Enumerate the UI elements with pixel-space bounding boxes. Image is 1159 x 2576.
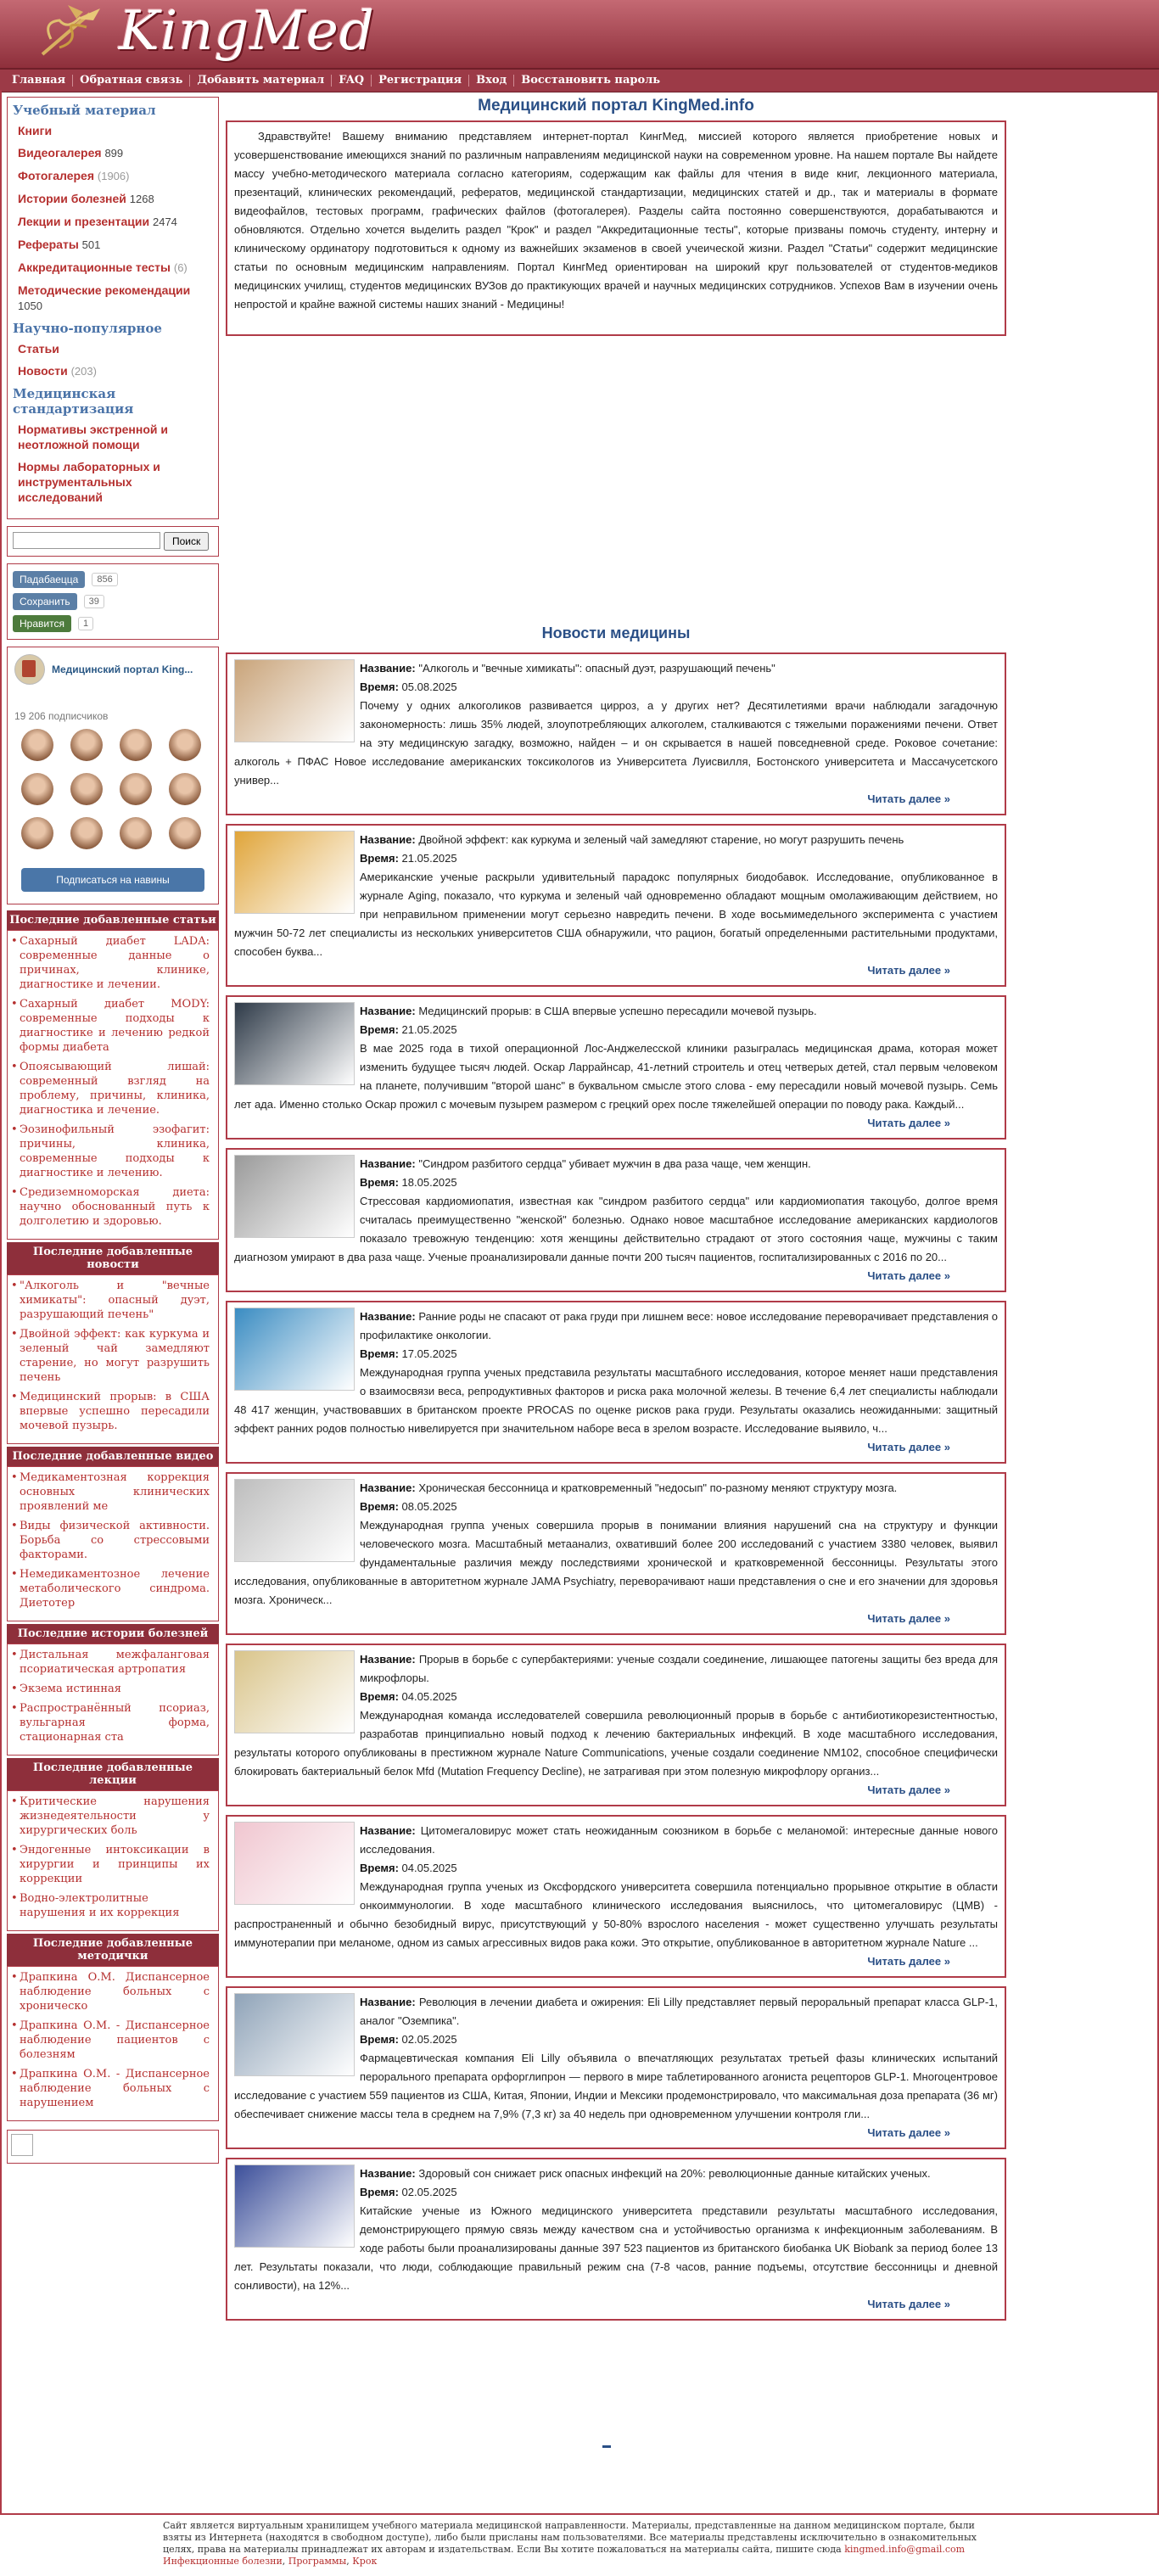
news-date: 02.05.2025 xyxy=(401,2186,457,2198)
category-count: (203) xyxy=(70,365,97,378)
read-more-link[interactable]: Читать далее » xyxy=(867,792,950,805)
footer-link-programs[interactable]: Программы xyxy=(288,2556,347,2567)
news-item xyxy=(226,1986,1006,2149)
category-item xyxy=(18,363,213,379)
site-logo[interactable]: KingMed xyxy=(119,0,375,63)
news-title[interactable]: Здоровый сон снижает риск опасных инфекций на 20%: революционные данные китайских ученых. xyxy=(418,2167,931,2180)
counter-widget xyxy=(7,2130,219,2164)
side-block-link[interactable]: • Эозинофильный эзофагит: причины, клиника, современные подходы к диагностике и лечению. xyxy=(20,1123,210,1180)
news-date: 18.05.2025 xyxy=(401,1176,457,1189)
news-item xyxy=(226,1472,1006,1635)
category-link[interactable]: Методические рекомендации xyxy=(18,283,191,297)
category-item xyxy=(18,283,213,314)
footer-link-infections[interactable]: Инфекционные болезни xyxy=(163,2556,283,2567)
news-title[interactable]: Ранние роды не спасают от рака груди при лишнем весе: новое исследование переворачивает представления о профилактике онкологии. xyxy=(360,1310,998,1341)
news-item xyxy=(226,995,1006,1140)
news-thumbnail[interactable] xyxy=(234,1479,355,1562)
pagination-dash xyxy=(602,2445,611,2448)
side-block-link[interactable]: • Сахарный диабет MODY: современные подходы к диагностике и лечению редкой формы диабета xyxy=(20,997,210,1055)
category-count: 1050 xyxy=(18,300,42,312)
page-title: Медицинский портал KingMed.info xyxy=(478,97,754,115)
news-excerpt: В мае 2025 года в тихой операционной Лос-Анджелесской клиники разыгралась медицинская драма, которая может изменить будущее тысяч людей. Оскар Ларрайнсар, 41-летний строитель и отец четверых детей, стал первым человеком на планете, получившим "второй шанс" в буквальном смысле этого слова - ему пересадили новый мочевой пузырь. Семь лет ада. Именно столько Оскар прожил с мочевым пузырем размером с грецкий орех после тяжелейшей операции по поводу рака. Каждый... xyxy=(234,1042,998,1111)
name-label: Название: xyxy=(360,1996,416,2008)
news-date: 05.08.2025 xyxy=(401,680,457,693)
category-item xyxy=(18,168,213,184)
category-heading: Научно-популярное xyxy=(13,321,162,336)
nav-faq[interactable]: FAQ xyxy=(332,75,372,87)
main-content xyxy=(226,93,1006,2329)
name-label: Название: xyxy=(360,1653,416,1666)
read-more-link[interactable]: Читать далее » xyxy=(867,1269,950,1282)
news-excerpt: Международная группа ученых совершила прорыв в понимании влияния нарушений сна на структуру и функции человеческого мозга. Масштабный метаанализ, охвативший более 200 исследований с участием 3380 человек, выявил фундаментальные различия между последствиями хронической и кратковременной бессонницы. Результаты этого исследования, опубликованные в авторитетном журнале JAMA Psychiatry, переворачивают наши представления о сне и его значении для здоровья мозга. Хроническ... xyxy=(234,1519,998,1606)
side-block-link[interactable]: • Драпкина О.М. - Диспансерное наблюдение больных с нарушением xyxy=(20,2067,210,2110)
category-link[interactable]: Новости xyxy=(18,364,68,378)
news-thumbnail[interactable] xyxy=(234,1650,355,1733)
news-excerpt: Международная команда исследователей совершила революционный прорыв в борьбе с антибиотикорезистентностью, разработав принципиально новый подход к лечению бактериальных инфекций. В ходе масштабного исследования, результаты которого опубликованы в престижном журнале Nature Communications, ученые создали соединение NM102, способное специфически блокировать бактериальный белок Mfd (Mutation Frequency Decline), не затрагивая при этом полезную микрофлору организ... xyxy=(234,1709,998,1778)
member-avatar[interactable] xyxy=(169,729,201,761)
side-block-link[interactable]: • Драпкина О.М. - Диспансерное наблюдение пациентов с болезням xyxy=(20,2019,210,2062)
member-avatar[interactable] xyxy=(70,773,103,805)
read-more-link[interactable]: Читать далее » xyxy=(867,1955,950,1968)
news-date: 08.05.2025 xyxy=(401,1500,457,1513)
name-label: Название: xyxy=(360,1157,416,1170)
read-more-link[interactable]: Читать далее » xyxy=(867,964,950,977)
nav-home[interactable]: Главная xyxy=(5,75,73,87)
news-list xyxy=(226,652,1006,2321)
like-button[interactable]: Нравится xyxy=(13,615,71,632)
name-label: Название: xyxy=(360,1481,416,1494)
member-avatar[interactable] xyxy=(21,729,53,761)
read-more-link[interactable]: Читать далее » xyxy=(867,2298,950,2310)
side-block-link[interactable]: • Водно-электролитные нарушения и их коррекция xyxy=(20,1891,210,1920)
news-date: 02.05.2025 xyxy=(401,2033,457,2046)
news-item xyxy=(226,1644,1006,1806)
category-link[interactable]: Лекции и презентации xyxy=(18,215,150,228)
news-title[interactable]: Цитомегаловирус может стать неожиданным союзником в борьбе с меланомой: интересные данные нового исследования. xyxy=(360,1824,998,1856)
news-title[interactable]: Хроническая бессонница и кратковременный "недосып" по-разному меняют структуру мозга. xyxy=(418,1481,898,1494)
vk-widget xyxy=(7,647,219,904)
category-link[interactable]: Аккредитационные тесты xyxy=(18,260,171,274)
category-count: 2474 xyxy=(152,216,177,228)
news-excerpt: Международная группа ученых представила результаты масштабного исследования, которое меняет наши представления о взаимосвязи веса, репродуктивных факторов и риска рака молочной железы. В течение 6,4 лет специалисты наблюдали 48 417 женщин, участвовавших в британском проекте PROCAS по оценке рисков рака груди. Результаты оказались неожиданными: защитный эффект ранних родов полностью нивелируется при значительном наборе веса в зрелом возрасте. Исследование выявило, ч... xyxy=(234,1366,998,1435)
side-block-link[interactable]: • Критические нарушения жизнедеятельности у хирургических боль xyxy=(20,1795,210,1838)
category-count: 1268 xyxy=(129,193,154,205)
category-item xyxy=(18,145,213,161)
sidebar xyxy=(7,97,219,2164)
name-label: Название: xyxy=(360,1824,416,1837)
news-item xyxy=(226,652,1006,815)
news-date: 17.05.2025 xyxy=(401,1347,457,1360)
save-count: 39 xyxy=(84,595,104,608)
category-count: (6) xyxy=(173,261,188,274)
news-excerpt: Почему у одних алкоголиков развивается цирроз, а у других нет? Десятилетиями врачи наблюдали загадочную закономерность: лишь 35% людей, злоупотребляющих алкоголем, сталкиваются с тяжелыми поражениями печени. Ответ на эту медицинскую загадку, возможно, найден – и он скрывается в нашей повседневной среде. Роковое сочетание: алкоголь + ПФАС Новое исследование американских токсикологов из Университета Луисвилля, Бостонского университета и Массачусетского универ... xyxy=(234,699,998,787)
news-thumbnail[interactable] xyxy=(234,1308,355,1391)
news-item xyxy=(226,2158,1006,2321)
read-more-link[interactable]: Читать далее » xyxy=(867,1612,950,1625)
read-more-link[interactable]: Читать далее » xyxy=(867,1117,950,1129)
news-title[interactable]: Революция в лечении диабета и ожирения: Eli Lilly представляет первый пероральный препарат класса GLP-1, аналог "Оземпика". xyxy=(360,1996,998,2027)
news-thumbnail[interactable] xyxy=(234,1822,355,1905)
news-thumbnail[interactable] xyxy=(234,1993,355,2076)
side-block-link[interactable]: • Средиземноморская диета: научно обоснованный путь к долголетию и здоровью. xyxy=(20,1185,210,1229)
member-avatar[interactable] xyxy=(70,729,103,761)
category-link[interactable]: Статьи xyxy=(18,342,59,356)
category-item xyxy=(18,422,213,452)
side-block-link[interactable]: • Экзема истинная xyxy=(20,1682,210,1696)
name-label: Название: xyxy=(360,1005,416,1017)
category-link[interactable]: Нормы лабораторных и инструментальных исследований xyxy=(18,460,160,504)
save-button[interactable]: Сохранить xyxy=(13,593,77,610)
left-border xyxy=(0,90,2,2513)
member-avatar[interactable] xyxy=(120,773,152,805)
member-avatar[interactable] xyxy=(120,817,152,849)
news-item xyxy=(226,1815,1006,1978)
member-avatar[interactable] xyxy=(70,817,103,849)
category-item xyxy=(18,191,213,207)
time-label: Время: xyxy=(360,852,399,865)
side-block-list xyxy=(7,1644,219,1756)
social-buttons xyxy=(7,563,219,640)
category-heading: Учебный материал xyxy=(13,103,156,118)
like-count: 1 xyxy=(78,617,93,630)
nav-add-material[interactable]: Добавить материал xyxy=(190,75,332,87)
member-avatar[interactable] xyxy=(169,817,201,849)
side-block-title: Последние добавленные лекции xyxy=(7,1758,219,1790)
search-input[interactable] xyxy=(13,532,160,549)
member-avatar[interactable] xyxy=(120,729,152,761)
side-block-list xyxy=(7,1274,219,1444)
side-block-title: Последние добавленные новости xyxy=(7,1242,219,1274)
side-block-link[interactable]: • Опоясывающий лишай: современный взгляд на проблему, причины, клиника, диагностика и лечение. xyxy=(20,1060,210,1117)
news-thumbnail[interactable] xyxy=(234,659,355,742)
name-label: Название: xyxy=(360,1310,416,1323)
category-link[interactable]: Видеогалерея xyxy=(18,146,102,160)
time-label: Время: xyxy=(360,680,399,693)
nav-feedback[interactable]: Обратная связь xyxy=(73,75,190,87)
name-label: Название: xyxy=(360,2167,416,2180)
news-title[interactable]: "Синдром разбитого сердца" убивает мужчин в два раза чаще, чем женщин. xyxy=(418,1157,811,1170)
side-block-link[interactable]: • Немедикаментозное лечение метаболического синдрома. Диетотер xyxy=(20,1567,210,1610)
side-block-link[interactable]: • Драпкина О.М. Диспансерное наблюдение больных с хроническо xyxy=(20,1970,210,2013)
footer-email-link[interactable]: kingmed.info@gmail.com xyxy=(844,2544,966,2555)
side-block-link[interactable]: • Медикаментозная коррекция основных клинических проявлений ме xyxy=(20,1470,210,1514)
side-block-link[interactable]: • Сахарный диабет LADA: современные данные о причинах, клинике, диагностике и лечении. xyxy=(20,934,210,992)
side-block-link[interactable]: • Медицинский прорыв: в США впервые успешно пересадили мочевой пузырь. xyxy=(20,1390,210,1433)
side-block-list xyxy=(7,930,219,1240)
category-item xyxy=(18,214,213,230)
vk-subscribe-button[interactable]: Подписаться на навины xyxy=(21,868,204,892)
time-label: Время: xyxy=(360,1176,399,1189)
intro-text: Здравствуйте! Вашему вниманию представляем интернет-портал КингМед, миссией которого является приобретение новых и усовершенствование имеющихся знаний по различным направлениям медицинской науки на современном уровне. На нашем портале Вы найдете массу учебно-методического материала согласно категориям, содержащим как файлы для чтения в виде книг, лекционного материала, презентаций, клинических рекомендаций, рефератов, медицинской стандартизации, медицинских статей и др., так и материалы в формате видеофайлов, тестовых программ, графических файлов (фотогалерея). Разделы сайта постоянно совершенствуются, дорабатываются и обновляются. Отдельно хочется выделить раздел "Крок" и раздел "Аккредитационные тесты", которые призваны помочь студенту, интерну и клиническому ординатору подготовиться к одному из важнейших экзаменов в своей учеической жизни. Раздел "Статьи" содержит медицинские статьи по основным медицинским направлениям. Портал КингМед ориентирован на широкий круг пользователей от студентов-медиков медицинских училищ, студентов медицинских ВУЗов до практикующих врачей и научных медицинских сотрудников. Успехов Вам в изучении очень непростой и крайне важной системы наших знаний - Медицины! xyxy=(226,120,1006,336)
nav-restore-password[interactable]: Восстановить пароль xyxy=(521,74,661,87)
news-excerpt: Стрессовая кардиомиопатия, известная как "синдром разбитого сердца" или кардиомиопатия такоцубо, долгое время считалась преимущественно "женской" болезнью. Однако новое масштабное исследование американских кардиологов показало тревожную тенденцию: хотя женщины действительно страдают от этого состояния чаще, мужчины с таким диагнозом умирают в два раза чаще. Ученые проанализировали данные почти 200 тысяч пациентов, госпитализированных с 2016 по 20... xyxy=(234,1195,998,1263)
side-block-title: Последние истории болезней xyxy=(7,1624,219,1644)
news-thumbnail[interactable] xyxy=(234,1155,355,1238)
top-nav xyxy=(0,70,1159,92)
news-title[interactable]: Двойной эффект: как куркума и зеленый чай замедляют старение, но могут разрушить печень xyxy=(418,833,904,846)
category-count: 501 xyxy=(81,238,101,251)
category-link[interactable]: Истории болезней xyxy=(18,192,126,205)
categories-box xyxy=(7,97,219,519)
news-date: 21.05.2025 xyxy=(401,852,457,865)
news-date: 04.05.2025 xyxy=(401,1862,457,1874)
member-avatar[interactable] xyxy=(169,773,201,805)
side-block-title: Последние добавленные методички xyxy=(7,1934,219,1966)
news-thumbnail[interactable] xyxy=(234,831,355,914)
news-thumbnail[interactable] xyxy=(234,2164,355,2248)
time-label: Время: xyxy=(360,1862,399,1874)
vk-subscribers: 19 206 подписчиков xyxy=(14,710,109,722)
search-button[interactable]: Поиск xyxy=(164,532,209,551)
site-header xyxy=(0,0,1159,70)
footer-text: Сайт является виртуальным хранилищем учебного материала медицинской направленности. Материалы, представленные на данном медицинском портале, были взяты из Интернета (находятся в свободном доступе), либо были присланы нам пользователями. Все материалы представлены исключительно в ознакомительных целях, права на материалы принадлежат их авторам и издательствам. Если Вы хотите пожаловаться на материалы сайта, пишите сюда kingmed.info@gmail.com Инфекционные болезни, Программы, Крок xyxy=(163,2520,977,2567)
news-item xyxy=(226,824,1006,987)
side-block-title: Последние добавленные статьи xyxy=(7,910,219,930)
news-date: 21.05.2025 xyxy=(401,1023,457,1036)
news-excerpt: Американские ученые раскрыли удивительный парадокс популярных биодобавок. Исследование, опубликованное в журнале Aging, показало, что куркума и зеленый чай одновременно обладают мощным омолаживающим действием, но при неправильном применении могут серьезно навредить печени. В ходе восьмимедельного эксперимента с участием мужчин 50-72 лет специалисты из нескольких университетов США обнаружили, что рацион, богатый определенными растительными продуктами, способен буква... xyxy=(234,871,998,958)
category-item xyxy=(18,341,213,356)
category-link[interactable]: Рефераты xyxy=(18,238,79,251)
nav-login[interactable]: Вход xyxy=(469,75,514,87)
news-title[interactable]: Медицинский прорыв: в США впервые успешно пересадили мочевой пузырь. xyxy=(418,1005,817,1017)
category-heading: Медицинская стандартизация xyxy=(13,386,134,417)
member-avatar[interactable] xyxy=(21,773,53,805)
news-item xyxy=(226,1301,1006,1464)
category-count: (1906) xyxy=(97,170,130,182)
name-label: Название: xyxy=(360,833,416,846)
news-title[interactable]: Прорыв в борьбе с супербактериями: ученые создали соединение, лишающее патогены защиты без вреда для микрофлоры. xyxy=(360,1653,998,1684)
news-excerpt: Фармацевтическая компания Eli Lilly объявила о впечатляющих результатах третьей фазы клинических испытаний перорального препарата орфорглипрон — первого в мире таблетированного агониста рецепторов GLP-1. Многоцентровое исследование с участием 559 пациентов из США, Китая, Японии, Индии и Мексики продемонстрировало, что максимальная доза препарата (36 мг) обеспечивает снижение массы тела в среднем на 7,9% (7,3 кг) за 40 недель при одновременном улучшении контроля гли... xyxy=(234,2052,998,2120)
vk-group-avatar[interactable] xyxy=(14,654,45,685)
category-item xyxy=(18,123,213,138)
news-excerpt: Международная группа ученых из Оксфордского университета совершила потенциально прорывное открытие в области онкоиммунологии. В ходе масштабного клинического исследования выяснилось, что цитомегаловирус (ЦМВ) - распространенный и обычно безобидный вирус, присутствующий у 50-80% взрослого населения - может существенно улучшать результаты иммунотерапии при меланоме, одном из самых агрессивных видов рака кожи. Это открытие, опубликованное в авторитетном журнале Nature ... xyxy=(234,1880,998,1949)
caduceus-icon xyxy=(34,5,102,59)
member-avatar[interactable] xyxy=(21,817,53,849)
category-item xyxy=(18,459,213,505)
nav-register[interactable]: Регистрация xyxy=(372,75,469,87)
time-label: Время: xyxy=(360,1347,399,1360)
footer-disclaimer: Сайт является виртуальным хранилищем учебного материала медицинской направленности. Материалы, представленные на данном медицинском портале, были взяты из Интернета (находятся в свободном доступе), либо были присланы нам пользователями. Все материалы представлены исключительно в ознакомительных целях, права на материалы принадлежат их авторам и издательствам. Если Вы хотите пожаловаться на материалы сайта, пишите сюда xyxy=(163,2520,977,2555)
share-button-vk[interactable]: Падабаецца xyxy=(13,571,85,588)
category-count: 899 xyxy=(104,147,124,160)
news-thumbnail[interactable] xyxy=(234,1002,355,1085)
news-title[interactable]: "Алкоголь и "вечные химикаты": опасный дуэт, разрушающий печень" xyxy=(418,662,775,675)
image-placeholder xyxy=(11,2134,33,2156)
share-count: 856 xyxy=(92,573,117,586)
category-item xyxy=(18,260,213,276)
vk-members xyxy=(21,729,211,849)
footer-link-krok[interactable]: Крок xyxy=(352,2556,378,2567)
category-link[interactable]: Фотогалерея xyxy=(18,169,94,182)
side-block-link[interactable]: • Дистальная межфаланговая псориатическая артропатия xyxy=(20,1648,210,1677)
side-block-list xyxy=(7,1466,219,1621)
read-more-link[interactable]: Читать далее » xyxy=(867,2126,950,2139)
side-block-link[interactable]: • Двойной эффект: как куркума и зеленый чай замедляют старение, но могут разрушить печень xyxy=(20,1327,210,1385)
name-label: Название: xyxy=(360,662,416,675)
time-label: Время: xyxy=(360,1023,399,1036)
news-item xyxy=(226,1148,1006,1292)
news-date: 04.05.2025 xyxy=(401,1690,457,1703)
read-more-link[interactable]: Читать далее » xyxy=(867,1441,950,1453)
side-block-link[interactable]: • "Алкоголь и "вечные химикаты": опасный дуэт, разрушающий печень" xyxy=(20,1279,210,1322)
footer xyxy=(0,2513,1159,2576)
side-block-list xyxy=(7,1790,219,1931)
side-block-link[interactable]: • Виды физической активности. Борьба со стрессовыми факторами. xyxy=(20,1519,210,1562)
read-more-link[interactable]: Читать далее » xyxy=(867,1784,950,1796)
side-block-title: Последние добавленные видео xyxy=(7,1447,219,1466)
category-link[interactable]: Нормативы экстренной и неотложной помощи xyxy=(18,423,169,451)
time-label: Время: xyxy=(360,1690,399,1703)
side-block-list xyxy=(7,1966,219,2121)
vk-group-title[interactable]: Медицинский портал King... xyxy=(52,664,193,675)
side-block-link[interactable]: • Распространённый псориаз, вульгарная форма, стационарная ста xyxy=(20,1701,210,1744)
search-box xyxy=(7,526,219,557)
time-label: Время: xyxy=(360,2033,399,2046)
category-link[interactable]: Книги xyxy=(18,124,53,137)
time-label: Время: xyxy=(360,1500,399,1513)
news-section-title: Новости медицины xyxy=(541,624,691,641)
news-excerpt: Китайские ученые из Южного медицинского университета представили результаты масштабного исследования, демонстрирующего прямую связь между качеством сна и устойчивостью организма к инфекционным заболеваниям. В ходе работы были проанализированы данные 397 523 пациентов из британского биобанка UK Biobank за период более 13 лет. Результаты показали, что люди, соблюдающие правильный режим сна (7-8 часов, ранние подъемы, отсутствие бессонницы и дневной сонливости), на 12%... xyxy=(234,2204,998,2292)
side-block-link[interactable]: • Эндогенные интоксикации в хирургии и принципы их коррекции xyxy=(20,1843,210,1886)
category-item xyxy=(18,237,213,253)
recent-blocks xyxy=(7,910,219,2121)
time-label: Время: xyxy=(360,2186,399,2198)
